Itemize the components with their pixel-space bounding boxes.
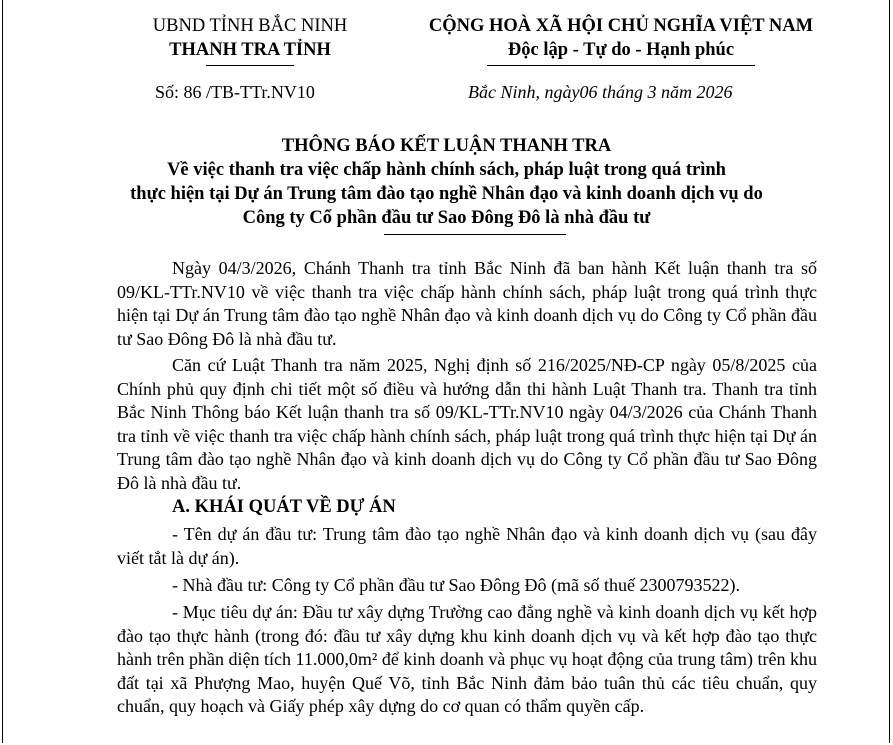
bullet-investor: - Nhà đầu tư: Công ty Cổ phần đầu tư Sao Đông Đô (mã số thuế 2300793522). bbox=[172, 575, 740, 595]
place-date: Bắc Ninh, ngày06 tháng 3 năm 2026 bbox=[468, 82, 733, 102]
bullet-project-name: - Tên dự án đầu tư: Trung tâm đào tạo nghề Nhân đạo và kinh doanh dịch vụ (sau đây viết tắt là dự án). bbox=[117, 524, 817, 568]
motto-underline bbox=[487, 65, 755, 66]
paragraph-legal-basis: Căn cứ Luật Thanh tra năm 2025, Nghị định số 216/2025/NĐ-CP ngày 05/8/2025 của Chính phủ quy định chi tiết một số điều và hướng dẫn thi hành Luật Thanh tra. Thanh tra tỉnh Bắc Ninh Thông báo Kết luận thanh tra số 09/KL-TTr.NV10 ngày 04/3/2026 của Chánh Thanh tra tỉnh về việc thanh tra việc chấp hành chính sách, pháp luật trong quá trình thực hiện tại Dự án Trung tâm đào tạo nghề Nhân đạo và kinh doanh dịch vụ do Công ty Cổ phần đầu tư Sao Đông Đô là nhà đầu tư. bbox=[117, 355, 817, 493]
org-parent: UBND TỈNH BẮC NINH bbox=[152, 16, 348, 36]
org-name: THANH TRA TỈNH bbox=[169, 40, 331, 60]
document-title: THÔNG BÁO KẾT LUẬN THANH TRA bbox=[281, 136, 612, 156]
title-underline bbox=[384, 234, 566, 235]
section-heading-a: A. KHÁI QUÁT VỀ DỰ ÁN bbox=[172, 497, 396, 517]
bullet-project-objective: - Mục tiêu dự án: Đầu tư xây dựng Trường cao đẳng nghề và kinh doanh dịch vụ kết hợp đào tạo thực hành (trong đó: đầu tư xây dựng khu kinh doanh dịch vụ và kết hợp đào tạo thực hành trên phần diện tích 11.000,0m² để kinh doanh và phục vụ hoạt động của trung tâm) trên khu đất tại xã Phượng Mao, huyện Quế Võ, tỉnh Bắc Ninh đảm bảo tuân thủ các tiêu chuẩn, quy chuẩn, quy hoạch và Giấy phép xây dựng do cơ quan có thẩm quyền cấp. bbox=[117, 602, 817, 716]
subject-line-3: Công ty Cổ phần đầu tư Sao Đông Đô là nhà đầu tư bbox=[242, 208, 651, 228]
subject-line-1: Về việc thanh tra việc chấp hành chính sách, pháp luật trong quá trình bbox=[167, 160, 726, 180]
subject-line-2: thực hiện tại Dự án Trung tâm đào tạo nghề Nhân đạo và kinh doanh dịch vụ do bbox=[130, 184, 763, 204]
paragraph-intro: Ngày 04/3/2026, Chánh Thanh tra tỉnh Bắc Ninh đã ban hành Kết luận thanh tra số 09/KL-TTr.NV10 về việc thanh tra việc chấp hành chính sách, pháp luật trong quá trình thực hiện tại Dự án Trung tâm đào tạo nghề Nhân đạo và kinh doanh dịch vụ do Công ty Cổ phần đầu tư Sao Đông Đô là nhà đầu tư. bbox=[117, 258, 817, 349]
org-underline bbox=[206, 65, 294, 66]
national-title: CỘNG HOÀ XÃ HỘI CHỦ NGHĨA VIỆT NAM bbox=[428, 16, 814, 36]
national-motto: Độc lập - Tự do - Hạnh phúc bbox=[507, 40, 735, 60]
document-number: Số: 86 /TB-TTr.NV10 bbox=[155, 82, 315, 102]
